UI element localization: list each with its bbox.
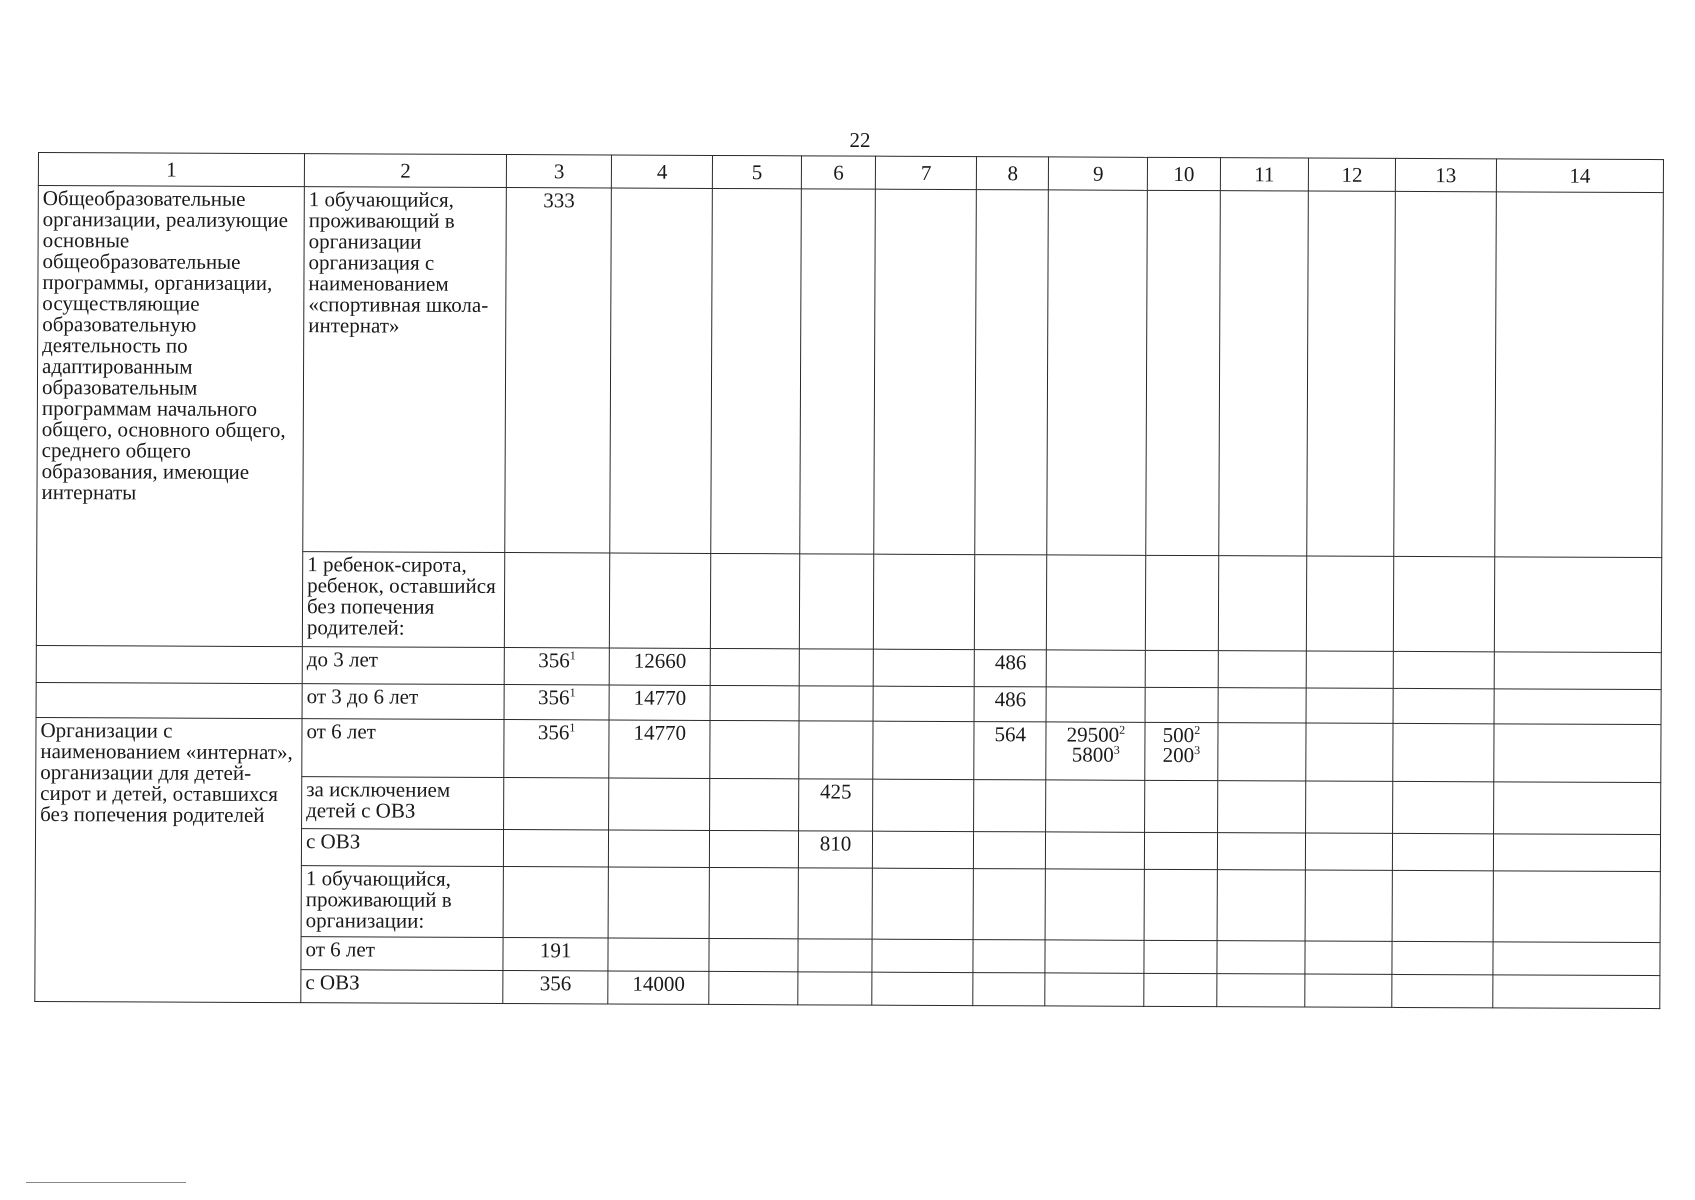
row-label: с ОВЗ bbox=[301, 969, 503, 1003]
header-cell: 4 bbox=[612, 155, 713, 189]
scan-artifact-line bbox=[26, 1182, 186, 1183]
header-cell: 5 bbox=[713, 155, 802, 189]
header-cell: 11 bbox=[1220, 158, 1309, 192]
value-cell: 486 bbox=[974, 649, 1046, 687]
value-cell: $356^1$ bbox=[504, 720, 609, 778]
value-cell: 29500$^2$ 5800$^3$ bbox=[1046, 722, 1145, 780]
value-cell: 191 bbox=[503, 937, 608, 971]
table-row bbox=[36, 718, 1661, 783]
header-cell: 10 bbox=[1148, 157, 1220, 190]
value-cell: 810 bbox=[798, 831, 872, 869]
value-cell: 14000 bbox=[608, 971, 709, 1005]
row-label: от 6 лет bbox=[301, 936, 503, 970]
row-label: до 3 лет bbox=[302, 646, 504, 684]
row-label: за исключением детей с ОВЗ bbox=[302, 777, 504, 830]
table-row bbox=[37, 186, 1664, 558]
value-cell: $356^1$ bbox=[504, 685, 609, 721]
value-cell: 333 bbox=[505, 188, 612, 553]
value-cell: 14770 bbox=[609, 685, 710, 721]
value-cell: $356^1$ bbox=[504, 647, 609, 685]
row-label: 1 ребенок-сирота, ребенок, оставшийся без попечения родителей: bbox=[302, 551, 505, 647]
value-cell: 14770 bbox=[609, 720, 710, 778]
row-label: от 6 лет bbox=[302, 719, 504, 778]
row-label: 1 обучающийся, проживающий в организации организация с наименованием «спортивная школа-интернат» bbox=[303, 187, 507, 552]
header-cell: 8 bbox=[977, 157, 1049, 190]
row-label: 1 обучающийся, проживающий в организации: bbox=[301, 866, 503, 937]
header-cell: 6 bbox=[801, 156, 875, 189]
category-cell: Общеобразовательные организации, реализующие основные общеобразовательные программы, организации, осуществляющие образовательную деятельность по адаптированным образовательным программам начального общего, основного общего, среднего общего образования, имеющие интернаты bbox=[36, 186, 304, 647]
value-cell: 486 bbox=[974, 687, 1046, 723]
row-label: от 3 до 6 лет bbox=[302, 684, 504, 720]
header-cell: 3 bbox=[506, 155, 611, 189]
header-cell: 1 bbox=[38, 153, 304, 187]
value-cell: 356 bbox=[503, 970, 608, 1004]
header-cell: 12 bbox=[1309, 158, 1396, 192]
tariff-table bbox=[34, 152, 1664, 1009]
category-cell: Организации с наименованием «интернат», организации для детей-сирот и детей, оставшихся без попечения родителей bbox=[35, 718, 302, 1003]
value-cell: $500^2$ $200^3$ bbox=[1145, 723, 1217, 781]
header-cell: 9 bbox=[1049, 157, 1148, 191]
value-cell: 12660 bbox=[609, 648, 710, 686]
value-cell: 564 bbox=[974, 722, 1046, 780]
header-cell: 7 bbox=[876, 156, 977, 190]
row-label: с ОВЗ bbox=[301, 829, 503, 867]
header-cell: 2 bbox=[304, 154, 506, 188]
page-number: 22 bbox=[849, 128, 871, 152]
header-cell: 14 bbox=[1496, 159, 1663, 193]
header-cell: 13 bbox=[1395, 158, 1496, 192]
value-cell: 425 bbox=[799, 779, 873, 831]
